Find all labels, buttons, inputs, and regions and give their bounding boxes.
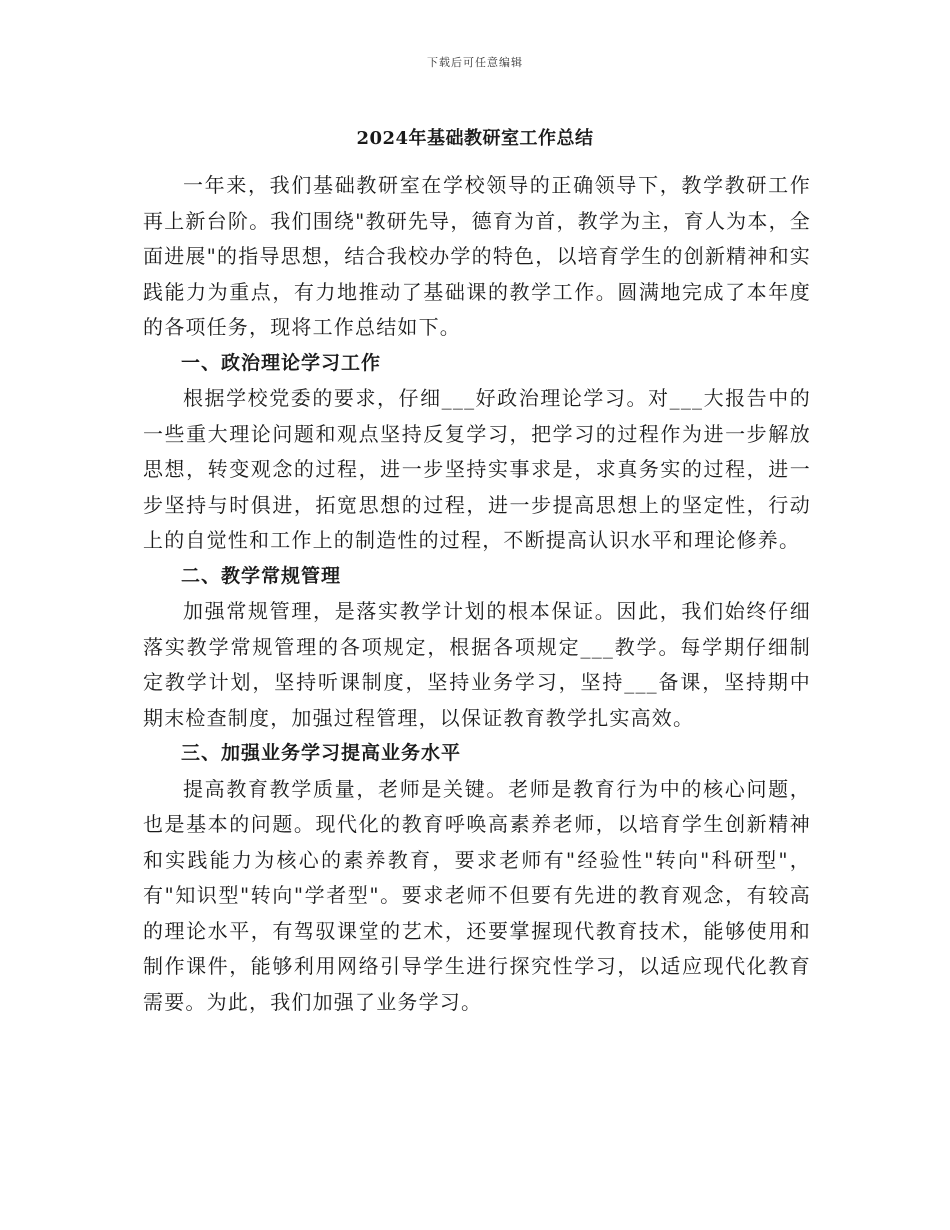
section-heading: 三、加强业务学习提高业务水平 bbox=[181, 742, 462, 764]
intro-paragraph: 一年来，我们基础教研室在学校领导的正确领导下，教学教研工作再上新台阶。我们围绕"教研先导，德育为首，教学为主，育人为本，全面进展"的指导思想，结合我校办学的特色，以培育学生的创新精神和实践能力为重点，有力地推动了基础课的教学工作。圆满地完成了本年度的各项任务，现将工作总结如下。 bbox=[143, 173, 811, 339]
section-paragraph: 加强常规管理，是落实教学计划的根本保证。因此，我们始终仔细落实教学常规管理的各项规定，根据各项规定___教学。每学期仔细制定教学计划，坚持听课制度，坚持业务学习，坚持___备课，坚持期中期末检查制度，加强过程管理，以保证教育教学扎实高效。 bbox=[143, 599, 811, 730]
header-note: 下载后可任意编辑 bbox=[427, 56, 523, 69]
section-heading: 一、政治理论学习工作 bbox=[181, 351, 382, 374]
document-body bbox=[143, 168, 811, 1020]
document-title: 2024年基础教研室工作总结 bbox=[356, 128, 594, 149]
section-paragraph: 根据学校党委的要求，仔细___好政治理论学习。对___大报告中的一些重大理论问题和观点坚持反复学习，把学习的过程作为进一步解放思想，转变观念的过程，进一步坚持实事求是，求真务实的过程，进一步坚持与时俱进，拓宽思想的过程，进一步提高思想上的坚定性，行动上的自觉性和工作上的制造性的过程，不断提高认识水平和理论修养。 bbox=[143, 386, 811, 552]
section-heading: 二、教学常规管理 bbox=[181, 564, 342, 587]
section-paragraph: 提高教育教学质量，老师是关键。老师是教育行为中的核心问题，也是基本的问题。现代化的教育呼唤高素养老师，以培育学生创新精神和实践能力为核心的素养教育，要求老师有"经验性"转向"科研型"，有"知识型"转向"学者型"。要求老师不但要有先进的教育观念，有较高的理论水平，有驾驭课堂的艺术，还要掌握现代教育技术，能够使用和制作课件，能够利用网络引导学生进行探究性学习，以适应现代化教育需要。为此，我们加强了业务学习。 bbox=[143, 776, 811, 1014]
